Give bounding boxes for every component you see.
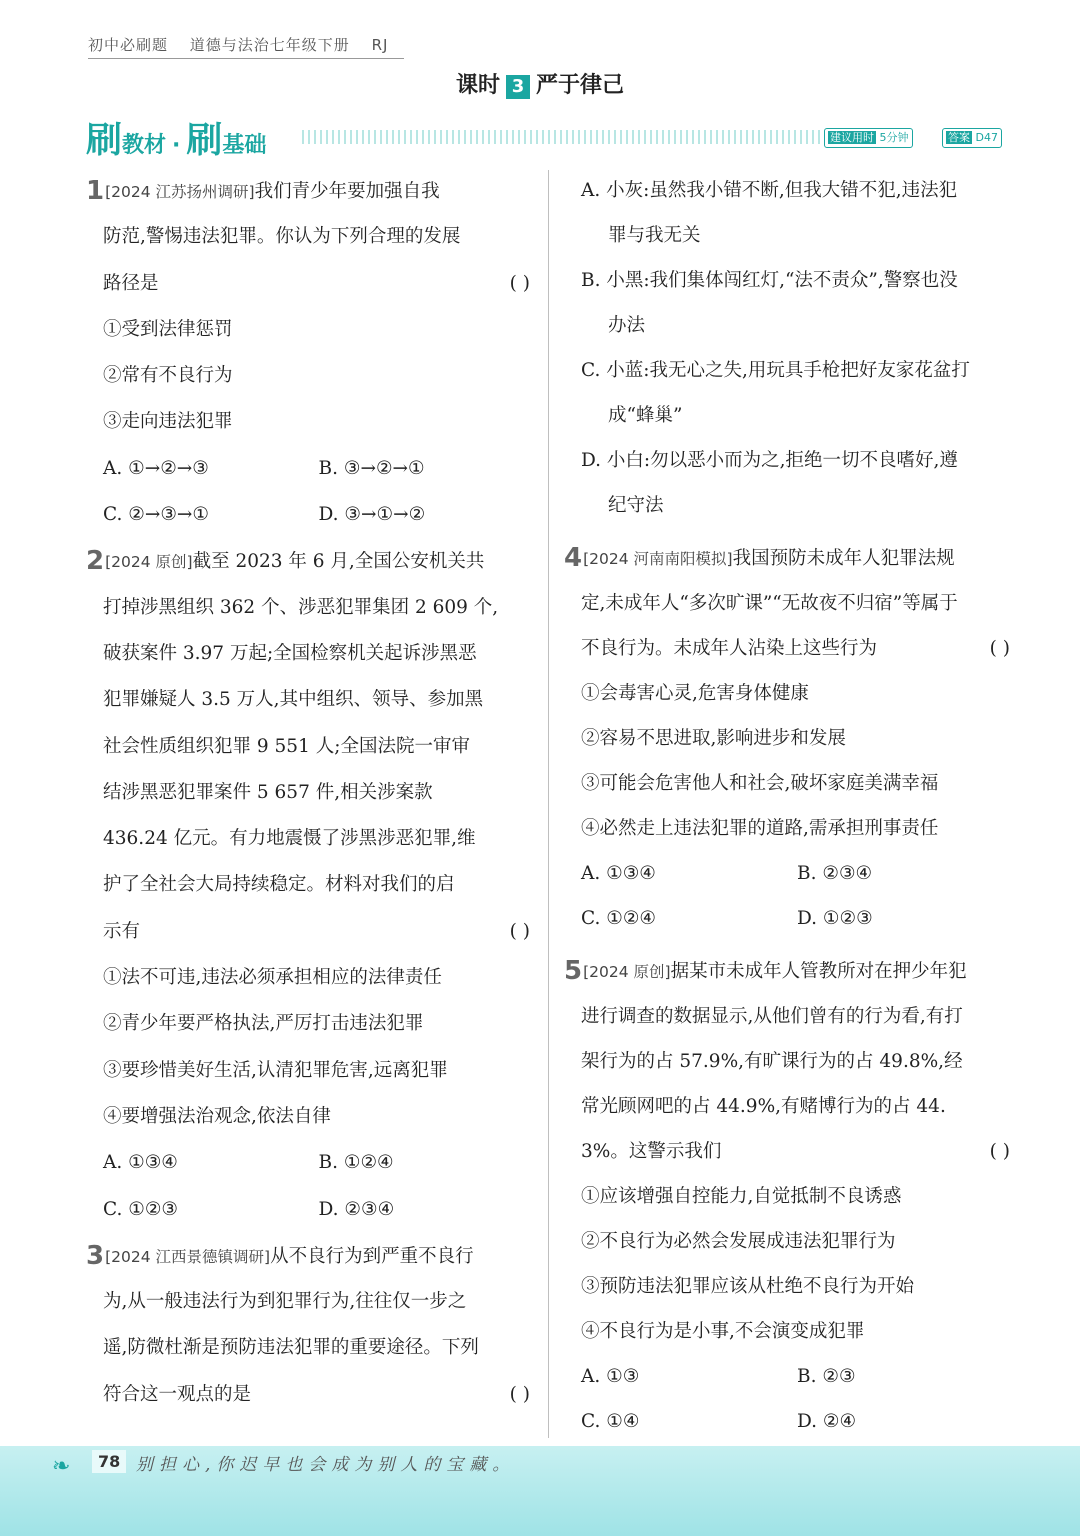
question-line: 犯罪嫌疑人 3.5 万人,其中组织、领导、参加黑 — [103, 689, 484, 711]
question-text: 符合这一观点的是 — [103, 1383, 252, 1405]
time-tag — [824, 128, 913, 148]
options-row — [564, 851, 1014, 896]
statement-item: ④要增强法治观念,依法自律 — [103, 1105, 331, 1127]
question-line: 结涉黑恶犯罪案件 5 657 件,相关涉案款 — [103, 781, 433, 803]
answer-paren: ( ) — [509, 1383, 530, 1405]
question-text: 不良行为。未成年人沾染上这些行为 — [581, 638, 878, 659]
question-source: [2024 河南南阳模拟] — [583, 550, 733, 568]
option-c-cont: 成“蜂巢” — [608, 405, 683, 426]
statement-item: ②不良行为必然会发展成违法犯罪行为 — [581, 1231, 896, 1252]
answer-page: D47 — [975, 131, 998, 144]
lesson-prefix: 课时 — [455, 73, 500, 98]
question-number: 4 — [564, 543, 583, 573]
option-a: A. 小灰:虽然我小错不断,但我大错不犯,违法犯 — [581, 180, 958, 201]
options-row — [86, 1187, 534, 1233]
question-source: [2024 原创] — [583, 963, 671, 981]
option-d: D. 小白:勿以恶小而为之,拒绝一切不良嗜好,遵 — [581, 450, 958, 471]
column-divider — [548, 170, 549, 1438]
option-b: B. ②③④ — [797, 863, 873, 884]
question-text: 我们青少年要加强自我 — [254, 181, 440, 202]
question-line: 打掉涉黑组织 362 个、涉恶犯罪集团 2 609 个, — [103, 596, 499, 618]
option-a: A. ①③④ — [581, 863, 656, 884]
option-c: C. ②→③→① — [103, 504, 210, 526]
statement-item: ④不良行为是小事,不会演变成犯罪 — [581, 1321, 865, 1342]
lesson-title — [0, 68, 1080, 99]
banner-dot: · — [172, 133, 181, 158]
statement-item: ③可能会危害他人和社会,破坏家庭美满幸福 — [581, 773, 939, 794]
statement-item: ③预防违法犯罪应该从杜绝不良行为开始 — [581, 1276, 915, 1297]
question-line: 定,未成年人“多次旷课”“无故夜不归宿”等属于 — [581, 593, 958, 614]
answer-label: 答案 — [948, 131, 970, 144]
question-number: 1 — [86, 176, 105, 206]
option-b: B. 小黑:我们集体闯红灯,“法不责众”,警察也没 — [581, 270, 958, 291]
time-label: 建议用时 — [830, 131, 874, 144]
options-row — [86, 1140, 534, 1186]
statement-item: ②容易不思进取,影响进步和发展 — [581, 728, 846, 749]
question-source: [2024 原创] — [105, 553, 193, 572]
lesson-name: 严于律己 — [536, 73, 625, 98]
running-header — [88, 34, 404, 59]
option-d: D. ③→①→② — [318, 504, 426, 526]
brush-char-1: 刷 — [86, 120, 123, 161]
leaf-icon: ❧ — [52, 1454, 71, 1479]
options-row — [86, 446, 534, 492]
question-line: 436.24 亿元。有力地震慑了涉黑涉恶犯罪,维 — [103, 828, 476, 850]
question-line: 进行调查的数据显示,从他们曾有的行为看,有打 — [581, 1006, 963, 1027]
brush-char-2: 刷 — [186, 120, 223, 161]
banner-word-2: 基础 — [222, 133, 267, 158]
question-line — [86, 1233, 534, 1279]
question-text: 截至 2023 年 6 月,全国公安机关共 — [192, 551, 485, 573]
left-column — [86, 168, 534, 1418]
question-source: [2024 江西景德镇调研] — [105, 1247, 271, 1266]
book-name: 道德与法治七年级下册 — [189, 36, 350, 54]
question-line — [564, 536, 1014, 581]
footer-motto: 别担心,你迟早也会成为别人的宝藏。 — [136, 1455, 516, 1475]
options-row — [564, 1354, 1014, 1399]
answer-tag — [942, 128, 1002, 148]
question-number: 2 — [86, 546, 105, 577]
question-number: 5 — [564, 956, 583, 986]
statement-item: ①法不可违,违法必须承担相应的法律责任 — [103, 967, 442, 989]
question-text: 路径是 — [103, 272, 159, 294]
statement-item: ②常有不良行为 — [103, 365, 233, 387]
statement-item: ③要珍惜美好生活,认清犯罪危害,远离犯罪 — [103, 1059, 448, 1081]
banner-word-1: 教材 — [122, 133, 167, 158]
question-line — [86, 1372, 534, 1418]
option-d: D. ②③④ — [318, 1198, 395, 1220]
question-line: 护了全社会大局持续稳定。材料对我们的启 — [103, 874, 455, 896]
option-d-cont: 纪守法 — [608, 495, 664, 516]
statement-item: ①受到法律惩罚 — [103, 318, 233, 340]
question-line: 社会性质组织犯罪 9 551 人;全国法院一审审 — [103, 735, 470, 757]
banner-logo — [86, 112, 266, 163]
question-text: 据某市未成年人管教所对在押少年犯 — [670, 961, 967, 982]
section-banner — [86, 112, 1016, 161]
option-a: A. ①→②→③ — [103, 457, 209, 479]
option-b: B. ③→②→① — [318, 457, 425, 479]
option-b: B. ②③ — [797, 1366, 856, 1387]
page-footer — [0, 1446, 1080, 1536]
statement-item: ①会毒害心灵,危害身体健康 — [581, 683, 809, 704]
options-row — [564, 896, 1014, 941]
statement-item: ①应该增强自控能力,自觉抵制不良诱惑 — [581, 1186, 902, 1207]
question-line: 架行为的占 57.9%,有旷课行为的占 49.8%,经 — [581, 1051, 963, 1072]
option-c: C. ①②③ — [103, 1198, 179, 1220]
option-c: C. ①②④ — [581, 908, 657, 929]
question-line — [86, 909, 534, 955]
option-b-cont: 办法 — [608, 315, 646, 336]
statement-item: ④必然走上违法犯罪的道路,需承担刑事责任 — [581, 818, 939, 839]
option-d: D. ②④ — [797, 1411, 857, 1432]
question-line — [86, 538, 534, 584]
option-b: B. ①②④ — [318, 1152, 394, 1174]
right-column — [564, 168, 1014, 1444]
question-line: 遥,防微杜渐是预防违法犯罪的重要途径。下列 — [103, 1337, 479, 1359]
answer-paren: ( ) — [989, 638, 1010, 659]
series-name: 初中必刷题 — [88, 36, 169, 54]
option-d: D. ①②③ — [797, 908, 873, 929]
option-a: A. ①③ — [581, 1366, 640, 1387]
time-value: 5分钟 — [879, 131, 909, 144]
option-c: C. ①④ — [581, 1411, 640, 1432]
edition: RJ — [371, 36, 389, 54]
question-line: 常光顾网吧的占 44.9%,有赌博行为的占 44. — [581, 1096, 946, 1117]
lesson-number: 3 — [506, 75, 530, 99]
question-number: 3 — [86, 1240, 105, 1271]
question-line — [86, 261, 534, 307]
question-text: 3%。这警示我们 — [581, 1141, 722, 1162]
question-line — [564, 949, 1014, 994]
page-number: 78 — [92, 1450, 126, 1473]
option-a: A. ①③④ — [103, 1152, 178, 1174]
question-line: 防范,警惕违法犯罪。你认为下列合理的发展 — [103, 226, 461, 248]
question-line — [564, 626, 1014, 671]
question-line: 破获案件 3.97 万起;全国检察机关起诉涉黑恶 — [103, 642, 477, 664]
statement-item: ③走向违法犯罪 — [103, 411, 233, 433]
option-c: C. 小蓝:我无心之失,用玩具手枪把好友家花盆打 — [581, 360, 970, 381]
question-text: 我国预防未成年人犯罪法规 — [732, 548, 955, 569]
answer-paren: ( ) — [989, 1141, 1010, 1162]
question-line: 为,从一般违法行为到犯罪行为,往往仅一步之 — [103, 1291, 467, 1313]
question-source: [2024 江苏扬州调研] — [105, 183, 255, 201]
statement-item: ②青少年要严格执法,严厉打击违法犯罪 — [103, 1013, 424, 1035]
question-text: 从不良行为到严重不良行 — [270, 1245, 474, 1267]
options-row — [86, 492, 534, 538]
options-row — [564, 1399, 1014, 1444]
question-text: 示有 — [103, 920, 141, 942]
option-a-cont: 罪与我无关 — [608, 225, 701, 246]
question-line — [564, 1129, 1014, 1174]
banner-stripes — [302, 130, 822, 144]
answer-paren: ( ) — [509, 272, 530, 294]
answer-paren: ( ) — [509, 920, 530, 942]
question-line — [86, 168, 534, 214]
